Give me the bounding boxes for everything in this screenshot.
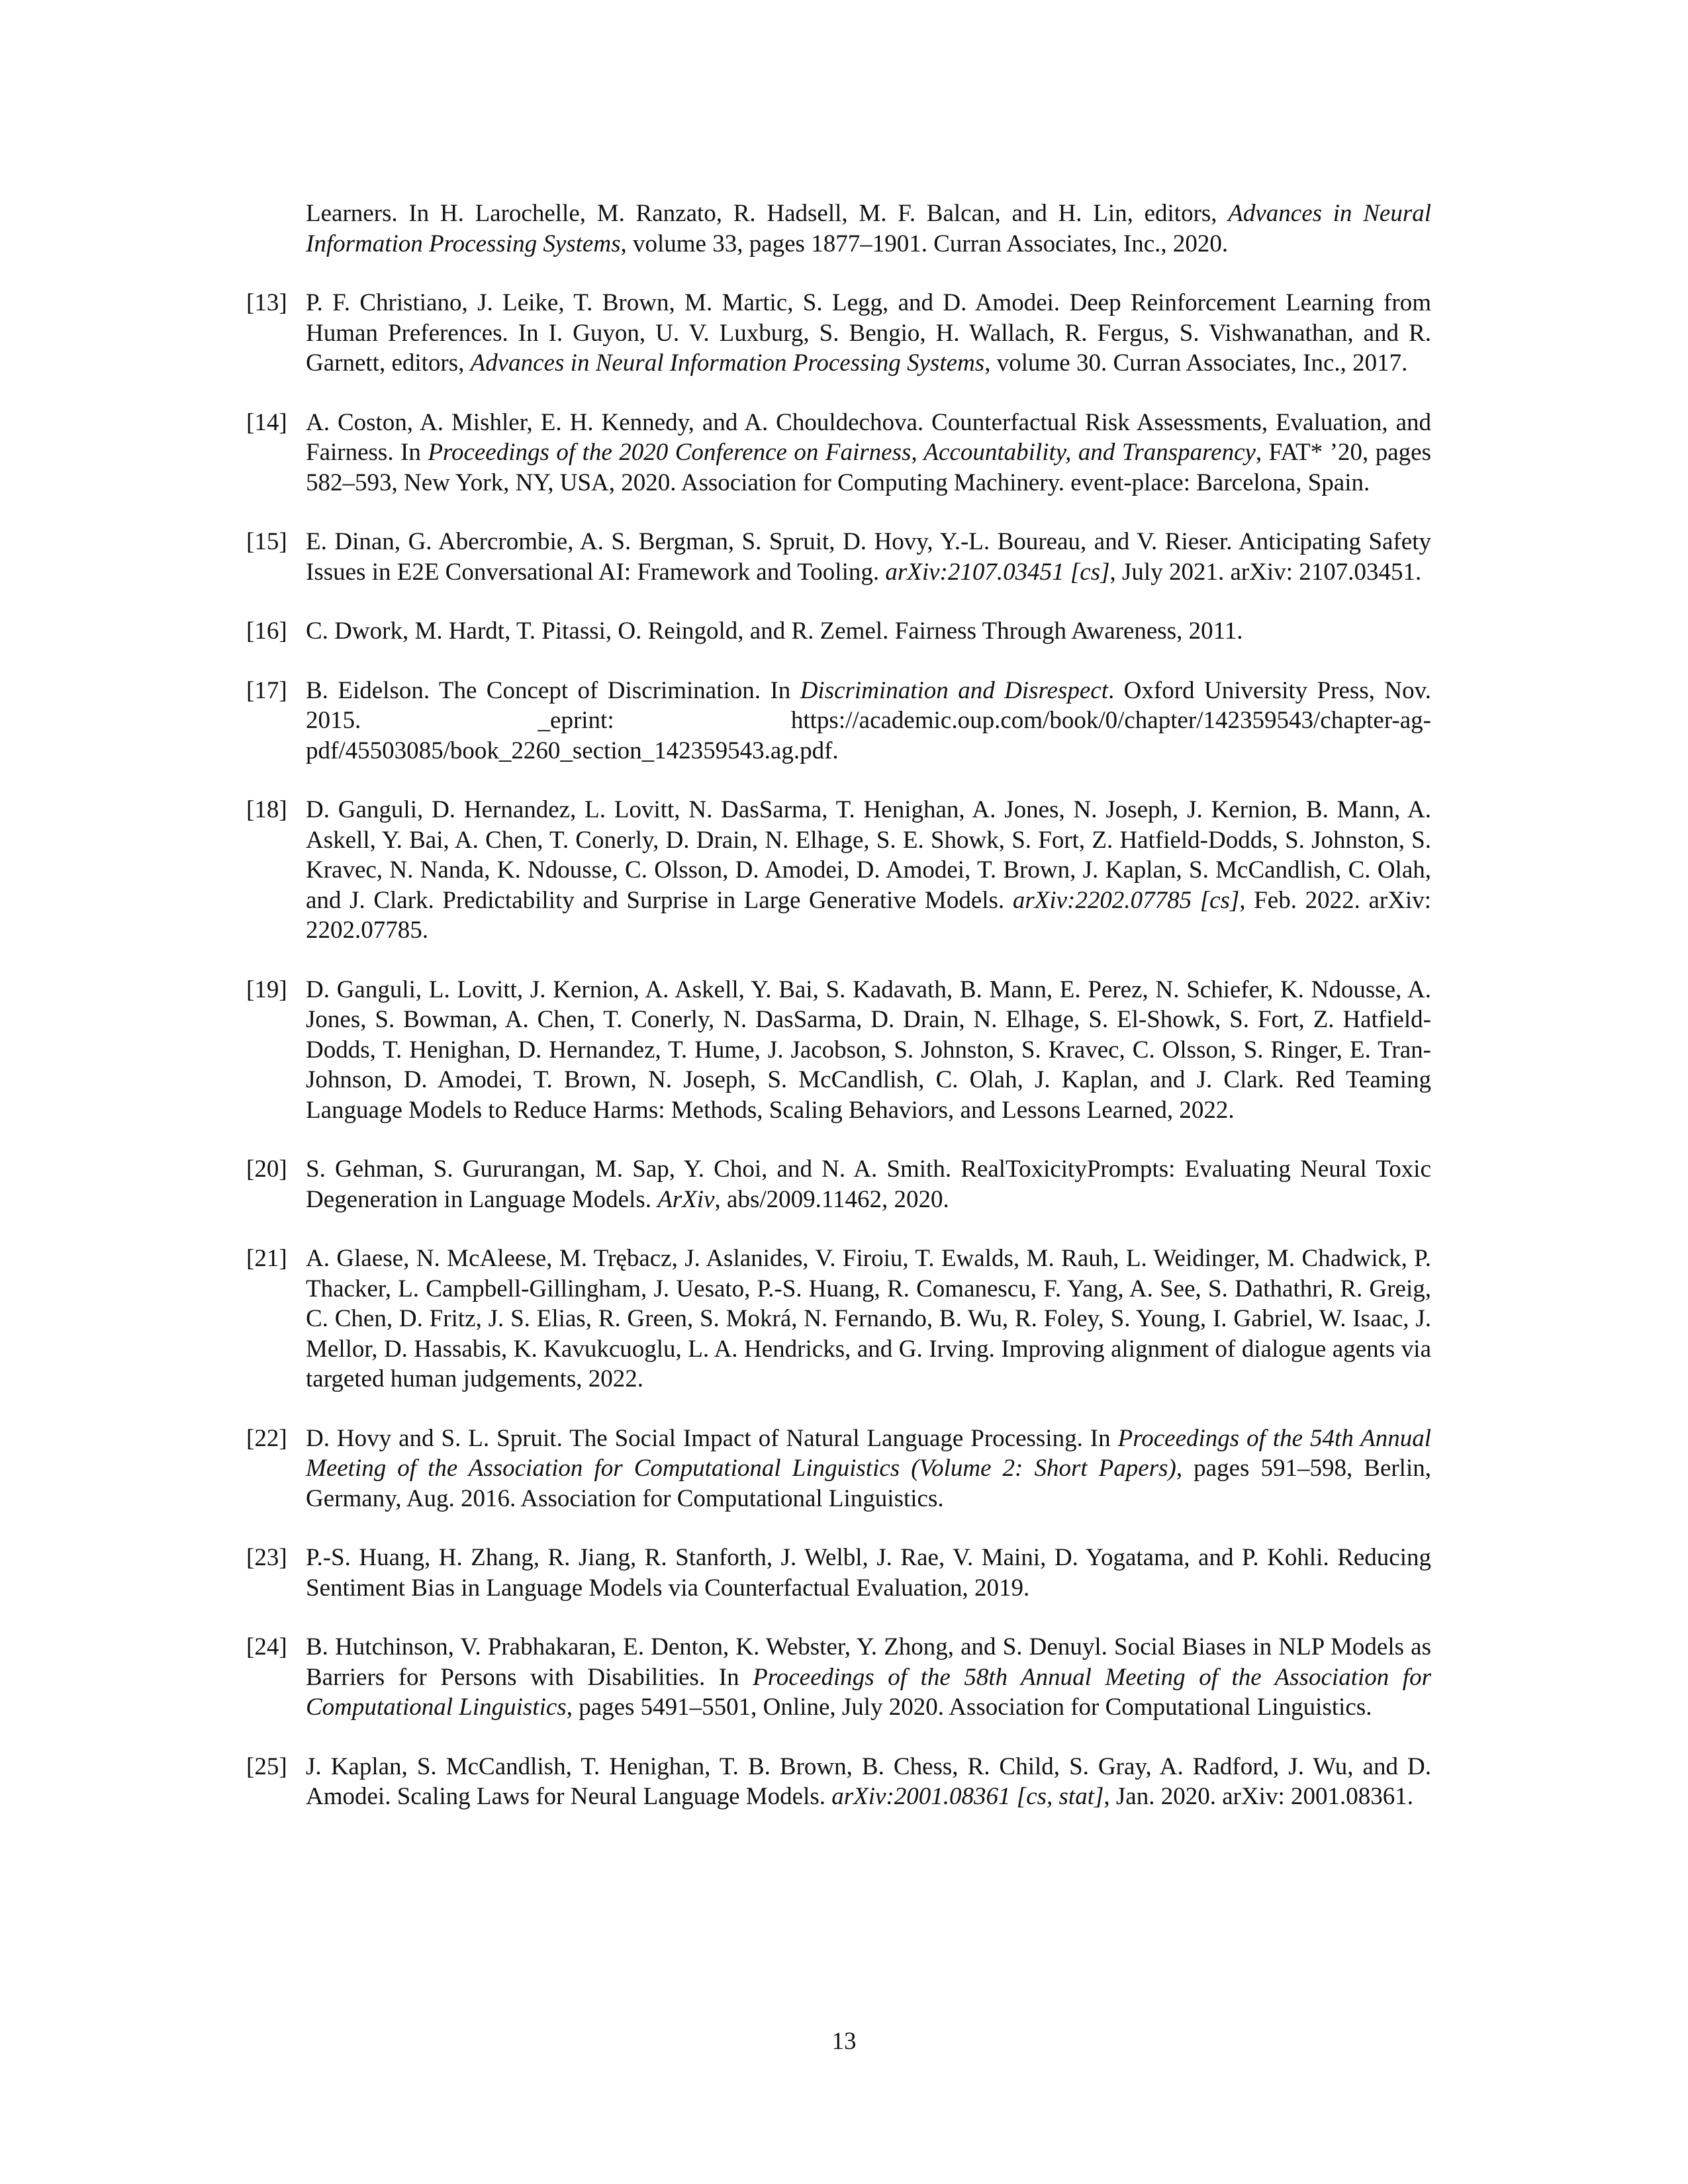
reference-text: [306, 1752, 1431, 1812]
reference-text-segment: J. Kaplan, S. McCandlish, T. Henighan, T. B. Brown, B. Chess, R. Child, S. Gray, A. Radford, J. Wu, and D. Amodei. Scaling Laws for Neural Language Models.: [306, 1752, 1431, 1810]
reference-text: [306, 288, 1431, 379]
reference-text-segment: E. Dinan, G. Abercrombie, A. S. Bergman, S. Spruit, D. Hovy, Y.-L. Boureau, and V. Rieser. Anticipating Safety Issues in E2E Conversational AI: Framework and Tooling.: [306, 528, 1431, 586]
reference-venue: arXiv:2107.03451 [cs]: [885, 558, 1110, 586]
reference-venue: arXiv:2001.08361 [cs, stat]: [831, 1783, 1104, 1810]
reference-entry: [246, 616, 1431, 647]
reference-entry: [246, 1244, 1431, 1394]
reference-number: [17]: [246, 676, 287, 704]
reference-number: [13]: [246, 289, 287, 316]
reference-number: [25]: [246, 1752, 287, 1780]
reference-text-segment: , pages 5491–5501, Online, July 2020. Association for Computational Linguistics.: [566, 1694, 1372, 1721]
reference-entry: [246, 1752, 1431, 1812]
reference-text: [306, 1632, 1431, 1723]
reference-number: [20]: [246, 1156, 287, 1183]
reference-entry: [246, 1424, 1431, 1514]
reference-text-segment: P. F. Christiano, J. Leike, T. Brown, M. Martic, S. Legg, and D. Amodei. Deep Reinforcement Learning from Human Preferences. In I. Guyon, U. V. Luxburg, S. Bengio, H. Wallach, R. Fergus, S. Vishwanathan, and R. Garnett, editors,: [306, 289, 1431, 377]
reference-text-segment: . Oxford University Press, Nov. 2015. _eprint: https://academic.oup.com/book/0/chapter/142359543/chapter-ag-pdf/45503085/book_2260_section_142359543.ag.pdf.: [306, 676, 1431, 764]
reference-text-segment: , abs/2009.11462, 2020.: [714, 1185, 949, 1213]
reference-number: [18]: [246, 796, 287, 823]
reference-number: [15]: [246, 528, 287, 555]
reference-venue: Proceedings of the 58th Annual Meeting of the Association for Computational Linguistics: [306, 1663, 1431, 1721]
reference-list: [246, 199, 1431, 1841]
reference-text: [306, 199, 1431, 259]
reference-venue: Advances in Neural Information Processing Systems: [306, 200, 1432, 257]
reference-text: [306, 975, 1431, 1126]
reference-text-segment: D. Ganguli, L. Lovitt, J. Kernion, A. Askell, Y. Bai, S. Kadavath, B. Mann, E. Perez, N. Schiefer, K. Ndousse, A. Jones, S. Bowman, A. Chen, T. Conerly, N. DasSarma, D. Drain, N. Elhage, S. El-Showk, S. Fort, Z. Hatfield-Dodds, T. Henighan, D. Hernandez, T. Hume, J. Jacobson, S. Johnston, S. Kravec, C. Olsson, S. Ringer, E. Tran-Johnson, D. Amodei, T. Brown, N. Joseph, S. McCandlish, C. Olah, J. Kaplan, and J. Clark. Red Teaming Language Models to Reduce Harms: Methods, Scaling Behaviors, and Lessons Learned, 2022.: [306, 976, 1431, 1124]
reference-text: [306, 1543, 1431, 1603]
reference-number: [24]: [246, 1633, 287, 1661]
reference-number: [14]: [246, 408, 287, 436]
reference-text-segment: B. Eidelson. The Concept of Discrimination. In: [306, 676, 800, 704]
reference-entry: [246, 1543, 1431, 1603]
reference-venue: Proceedings of the 2020 Conference on Fairness, Accountability, and Transparency: [428, 439, 1256, 466]
reference-entry: [246, 199, 1431, 259]
reference-entry: [246, 1154, 1431, 1214]
reference-text: [306, 1424, 1431, 1514]
reference-number: [23]: [246, 1544, 287, 1571]
reference-text-segment: D. Ganguli, D. Hernandez, L. Lovitt, N. DasSarma, T. Henighan, A. Jones, N. Joseph, J. Kernion, B. Mann, A. Askell, Y. Bai, A. Chen, T. Conerly, D. Drain, N. Elhage, S. E. Showk, S. Fort, Z. Hatfield-Dodds, S. Johnston, S. Kravec, N. Nanda, K. Ndousse, C. Olsson, D. Amodei, D. Amodei, T. Brown, J. Kaplan, S. McCandlish, C. Olah, and J. Clark. Predictability and Surprise in Large Generative Models.: [306, 796, 1431, 914]
reference-entry: [246, 975, 1431, 1126]
reference-text-segment: A. Glaese, N. McAleese, M. Trębacz, J. Aslanides, V. Firoiu, T. Ewalds, M. Rauh, L. Weidinger, M. Chadwick, P. Thacker, L. Campbell-Gillingham, J. Uesato, P.-S. Huang, R. Comanescu, F. Yang, A. See, S. Dathathri, R. Greig, C. Chen, D. Fritz, J. S. Elias, R. Green, S. Mokrá, N. Fernando, B. Wu, R. Foley, S. Young, I. Gabriel, W. Isaac, J. Mellor, D. Hassabis, K. Kavukcuoglu, L. A. Hendricks, and G. Irving. Improving alignment of dialogue agents via targeted human judgements, 2022.: [306, 1245, 1431, 1392]
reference-text-segment: Learners. In H. Larochelle, M. Ranzato, R. Hadsell, M. F. Balcan, and H. Lin, editors,: [306, 200, 1229, 227]
page-number: 13: [831, 2028, 857, 2055]
reference-entry: [246, 288, 1431, 379]
reference-entry: [246, 408, 1431, 498]
reference-text-segment: , Jan. 2020. arXiv: 2001.08361.: [1103, 1783, 1413, 1810]
reference-entry: [246, 527, 1431, 587]
reference-text-segment: , volume 33, pages 1877–1901. Curran Associates, Inc., 2020.: [620, 230, 1229, 257]
reference-text-segment: , July 2021. arXiv: 2107.03451.: [1109, 558, 1422, 586]
reference-text-segment: D. Hovy and S. L. Spruit. The Social Impact of Natural Language Processing. In: [306, 1424, 1118, 1452]
reference-text-segment: A. Coston, A. Mishler, E. H. Kennedy, and A. Chouldechova. Counterfactual Risk Assessments, Evaluation, and Fairness. In: [306, 408, 1431, 466]
reference-text: [306, 527, 1431, 587]
reference-number: [22]: [246, 1424, 287, 1452]
reference-venue: Advances in Neural Information Processing Systems: [470, 349, 985, 377]
reference-text-segment: , pages 591–598, Berlin, Germany, Aug. 2016. Association for Computational Linguistics.: [306, 1455, 1431, 1512]
reference-text-segment: S. Gehman, S. Gururangan, M. Sap, Y. Choi, and N. A. Smith. RealToxicityPrompts: Evaluating Neural Toxic Degeneration in Language Models.: [306, 1156, 1431, 1213]
reference-number: [16]: [246, 617, 287, 645]
reference-text-segment: C. Dwork, M. Hardt, T. Pitassi, O. Reingold, and R. Zemel. Fairness Through Awareness, 2011.: [306, 617, 1243, 645]
reference-venue: Discrimination and Disrespect: [800, 676, 1108, 704]
reference-text: [306, 1154, 1431, 1214]
reference-venue: Proceedings of the 54th Annual Meeting of the Association for Computational Linguistics (Volume 2: Short Papers): [306, 1424, 1431, 1482]
reference-number: [19]: [246, 976, 287, 1003]
reference-number: [21]: [246, 1245, 287, 1272]
reference-venue: ArXiv: [657, 1185, 715, 1213]
reference-text: [306, 1244, 1431, 1394]
reference-entry: [246, 1632, 1431, 1723]
reference-entry: [246, 676, 1431, 766]
reference-text-segment: , Feb. 2022. arXiv: 2202.07785.: [306, 886, 1431, 944]
reference-text: [306, 795, 1431, 946]
reference-text: [306, 676, 1431, 766]
reference-venue: arXiv:2202.07785 [cs]: [1012, 886, 1240, 914]
reference-text-segment: , FAT* ’20, pages 582–593, New York, NY, USA, 2020. Association for Computing Machinery. event-place: Barcelona, Spain.: [306, 439, 1431, 496]
reference-text: [306, 616, 1431, 647]
reference-entry: [246, 795, 1431, 946]
reference-text: [306, 408, 1431, 498]
reference-text-segment: , volume 30. Curran Associates, Inc., 2017.: [984, 349, 1408, 377]
reference-text-segment: B. Hutchinson, V. Prabhakaran, E. Denton, K. Webster, Y. Zhong, and S. Denuyl. Social Biases in NLP Models as Barriers for Persons with Disabilities. In: [306, 1633, 1431, 1691]
reference-text-segment: P.-S. Huang, H. Zhang, R. Jiang, R. Stanforth, J. Welbl, J. Rae, V. Maini, D. Yogatama, and P. Kohli. Reducing Sentiment Bias in Language Models via Counterfactual Evaluation, 2019.: [306, 1544, 1431, 1602]
